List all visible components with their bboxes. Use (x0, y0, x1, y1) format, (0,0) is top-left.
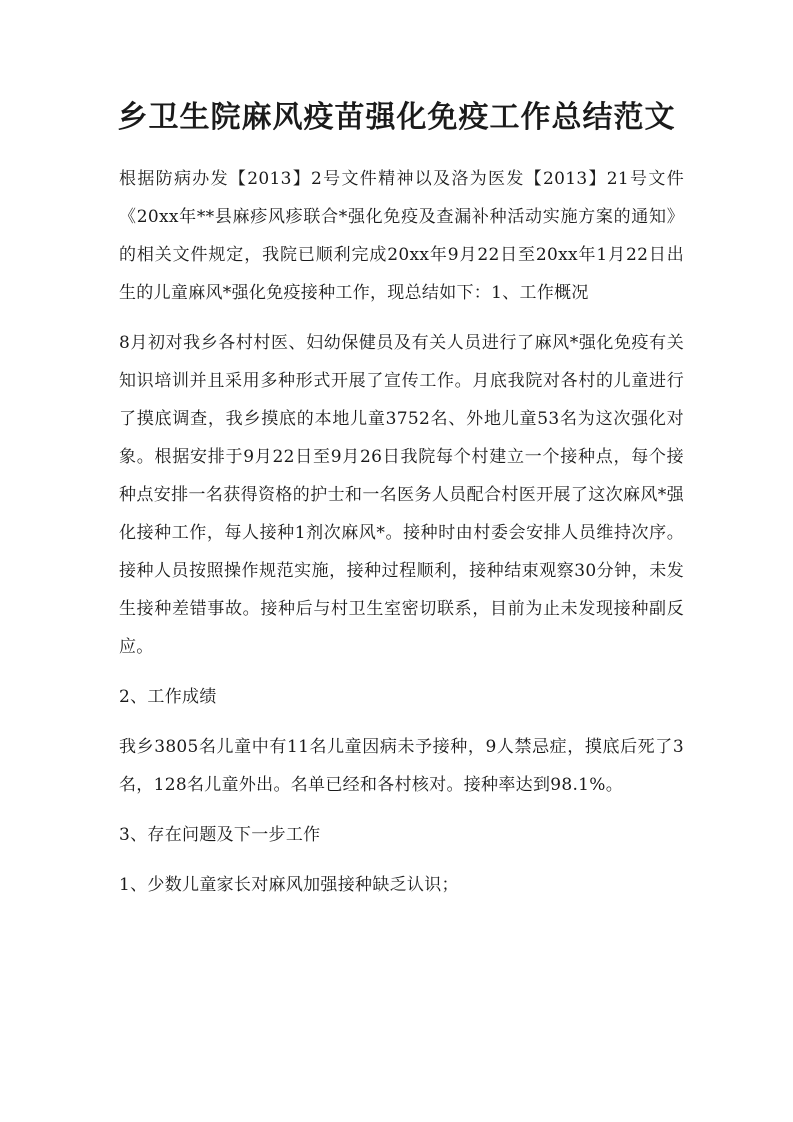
document-body (119, 160, 684, 904)
heading-problems-next-steps: 3、存在问题及下一步工作 (119, 825, 321, 845)
paragraph-problem-1: 1、少数儿童家长对麻风加强接种缺乏认识； (119, 875, 459, 895)
document-title: 乡卫生院麻风疫苗强化免疫工作总结范文 (117, 100, 676, 135)
paragraph-intro: 根据防病办发【2013】2号文件精神以及洛为医发【2013】21号文件《20xx年**县麻疹风疹联合*强化免疫及查漏补种活动实施方案的通知》的相关文件规定，我院已顺利完成20xx年9月22日至20xx年1月22日出生的儿童麻风*强化免疫接种工作，现总结如下：1、工作概况 (119, 169, 684, 303)
paragraph-work-overview: 8月初对我乡各村村医、妇幼保健员及有关人员进行了麻风*强化免疫有关知识培训并且采用多种形式开展了宣传工作。月底我院对各村的儿童进行了摸底调查，我乡摸底的本地儿童3752名、外地儿童53名为这次强化对象。根据安排于9月22日至9月26日我院每个村建立一个接种点，每个接种点安排一名获得资格的护士和一名医务人员配合村医开展了这次麻风*强化接种工作，每人接种1剂次麻风*。接种时由村委会安排人员维持次序。接种人员按照操作规范实施，接种过程顺利，接种结束观察30分钟，未发生接种差错事故。接种后与村卫生室密切联系，目前为止未发现接种副反应。 (119, 333, 684, 657)
heading-work-results: 2、工作成绩 (119, 687, 217, 707)
paragraph-work-results: 我乡3805名儿童中有11名儿童因病未予接种，9人禁忌症，摸底后死了3名，128名儿童外出。名单已经和各村核对。接种率达到98.1%。 (119, 737, 684, 795)
